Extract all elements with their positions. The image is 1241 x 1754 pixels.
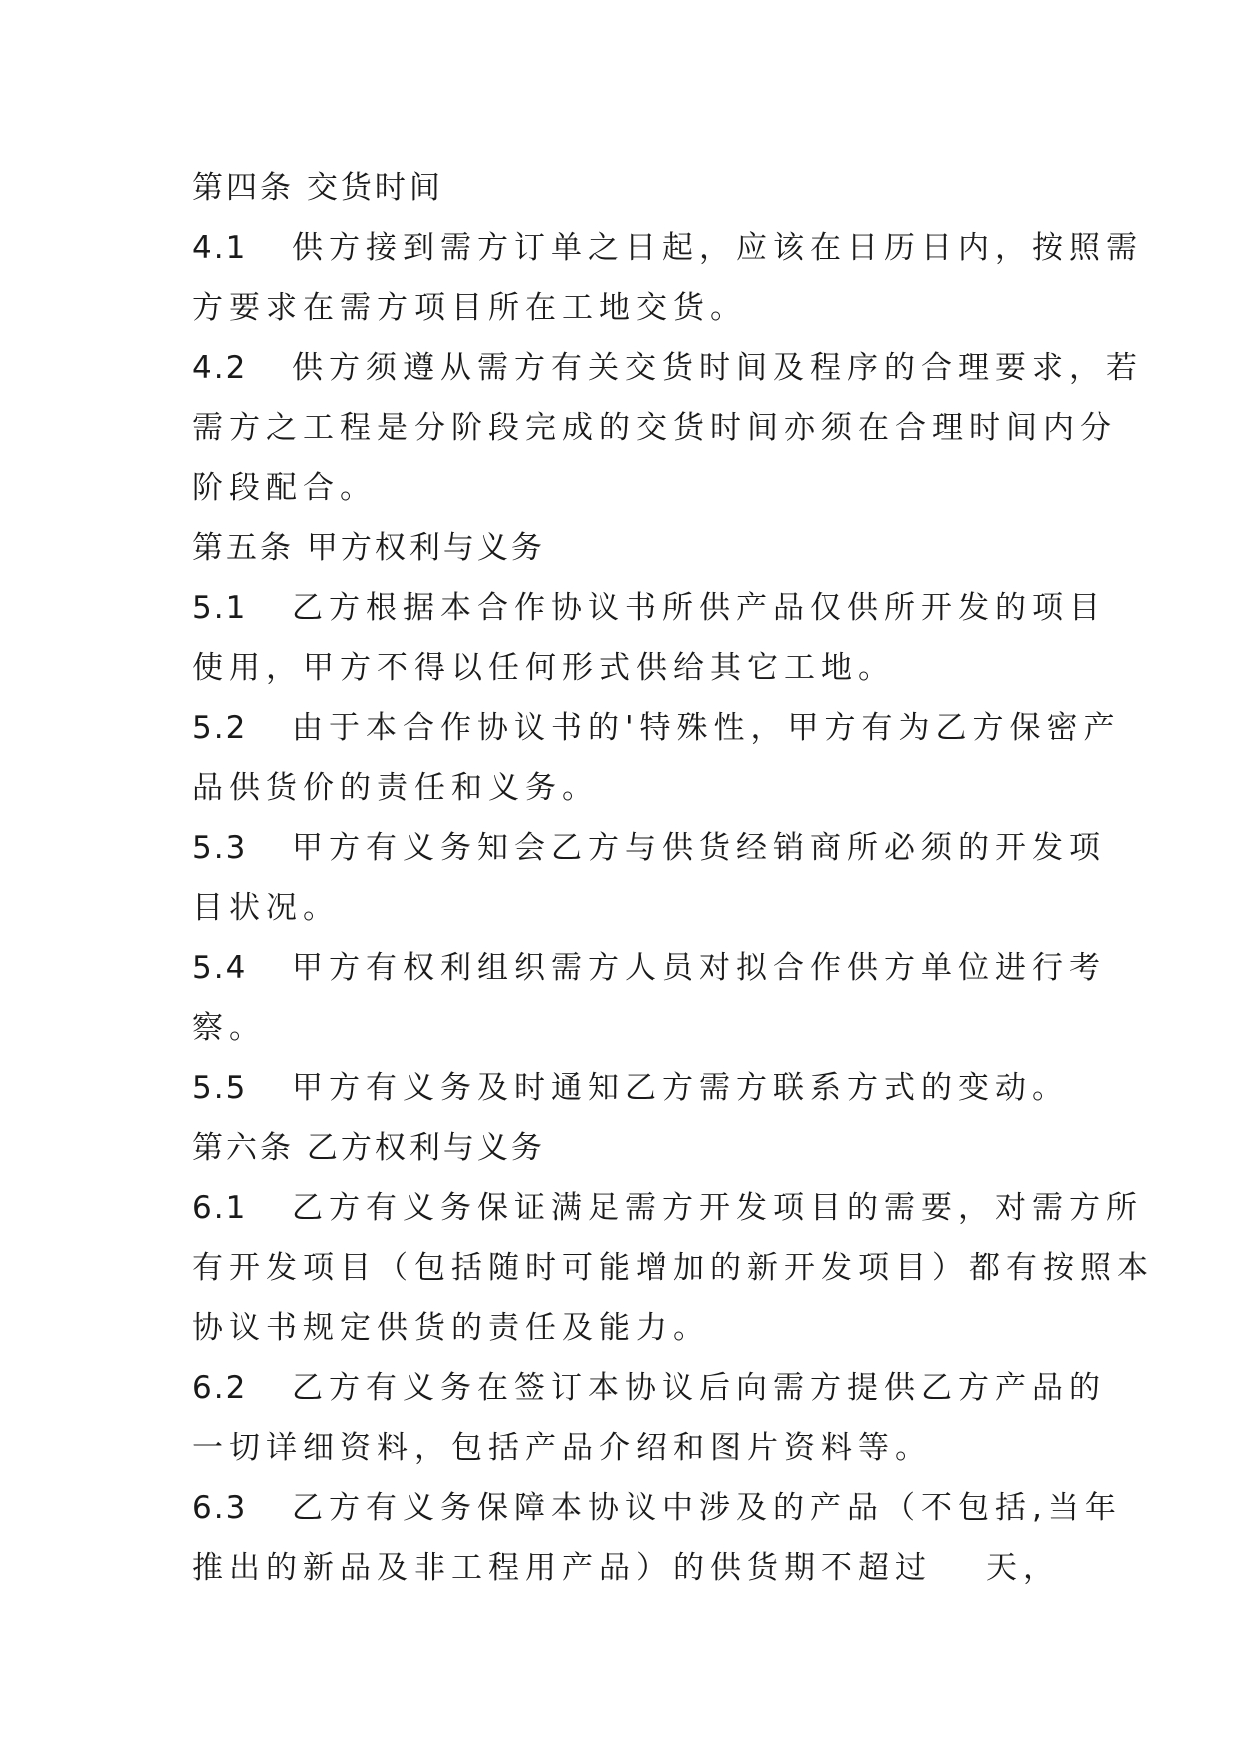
clause-text: 乙方根据本合作协议书所供产品仅供所开发的项目 [292, 590, 1106, 626]
clause-text: 供方须遵从需方有关交货时间及程序的合理要求，若 [292, 350, 1143, 386]
clause-4-2-line-1 [192, 338, 1143, 398]
clause-number: 6.3 [192, 1490, 248, 1526]
clause-5-1-line-1 [192, 578, 1106, 638]
section-heading-6: 第六条 乙方权利与义务 [192, 1130, 545, 1166]
clause-6-1-line-1 [192, 1178, 1143, 1238]
clause-4-2-line-3: 阶段配合。 [192, 470, 377, 506]
clause-text: 乙方有义务在签订本协议后向需方提供乙方产品的 [292, 1370, 1106, 1406]
clause-6-1-line-3: 协议书规定供货的责任及能力。 [192, 1310, 710, 1346]
clause-text: 甲方有义务及时通知乙方需方联系方式的变动。 [292, 1070, 1069, 1106]
clause-5-2-line-1 [192, 698, 1121, 758]
clause-number: 4.2 [192, 350, 248, 386]
clause-number: 5.3 [192, 830, 248, 866]
clause-5-4-line-2: 察。 [192, 1010, 266, 1046]
clause-6-3-line-1 [192, 1478, 1122, 1538]
clause-number: 6.2 [192, 1370, 248, 1406]
clause-5-4-line-1 [192, 938, 1106, 998]
clause-6-2-line-2: 一切详细资料，包括产品介绍和图片资料等。 [192, 1430, 932, 1466]
clause-6-3-line-2 [192, 1538, 1060, 1598]
clause-text: 供方接到需方订单之日起，应该在日历日内，按照需 [292, 230, 1143, 266]
section-heading-5: 第五条 甲方权利与义务 [192, 530, 545, 566]
clause-text: 甲方有权利组织需方人员对拟合作供方单位进行考 [292, 950, 1106, 986]
clause-4-1-line-2: 方要求在需方项目所在工地交货。 [192, 290, 747, 326]
clause-text: 推出的新品及非工程用产品）的供货期不超过 [192, 1550, 932, 1586]
clause-number: 5.2 [192, 710, 248, 746]
clause-number: 5.4 [192, 950, 248, 986]
clause-number: 5.5 [192, 1070, 248, 1106]
clause-text: 甲方有义务知会乙方与供货经销商所必须的开发项 [292, 830, 1106, 866]
clause-text: 乙方有义务保障本协议中涉及的产品（不包括,当年 [292, 1490, 1122, 1526]
clause-5-5-line-1 [192, 1058, 1069, 1118]
clause-4-1-line-1 [192, 218, 1143, 278]
clause-tail-text: 天， [986, 1550, 1060, 1586]
clause-6-2-line-1 [192, 1358, 1106, 1418]
clause-text: 乙方有义务保证满足需方开发项目的需要，对需方所 [292, 1190, 1143, 1226]
clause-5-2-line-2: 品供货价的责任和义务。 [192, 770, 599, 806]
clause-text: 由于本合作协议书的'特殊性，甲方有为乙方保密产 [292, 710, 1121, 746]
clause-number: 6.1 [192, 1190, 248, 1226]
clause-5-3-line-2: 目状况。 [192, 890, 340, 926]
clause-4-2-line-2: 需方之工程是分阶段完成的交货时间亦须在合理时间内分 [192, 410, 1117, 446]
clause-5-3-line-1 [192, 818, 1106, 878]
clause-number: 4.1 [192, 230, 248, 266]
clause-5-1-line-2: 使用，甲方不得以任何形式供给其它工地。 [192, 650, 895, 686]
section-heading-4: 第四条 交货时间 [192, 170, 443, 206]
document-body [192, 158, 1154, 1598]
clause-number: 5.1 [192, 590, 248, 626]
clause-6-1-line-2: 有开发项目（包括随时可能增加的新开发项目）都有按照本 [192, 1250, 1154, 1286]
